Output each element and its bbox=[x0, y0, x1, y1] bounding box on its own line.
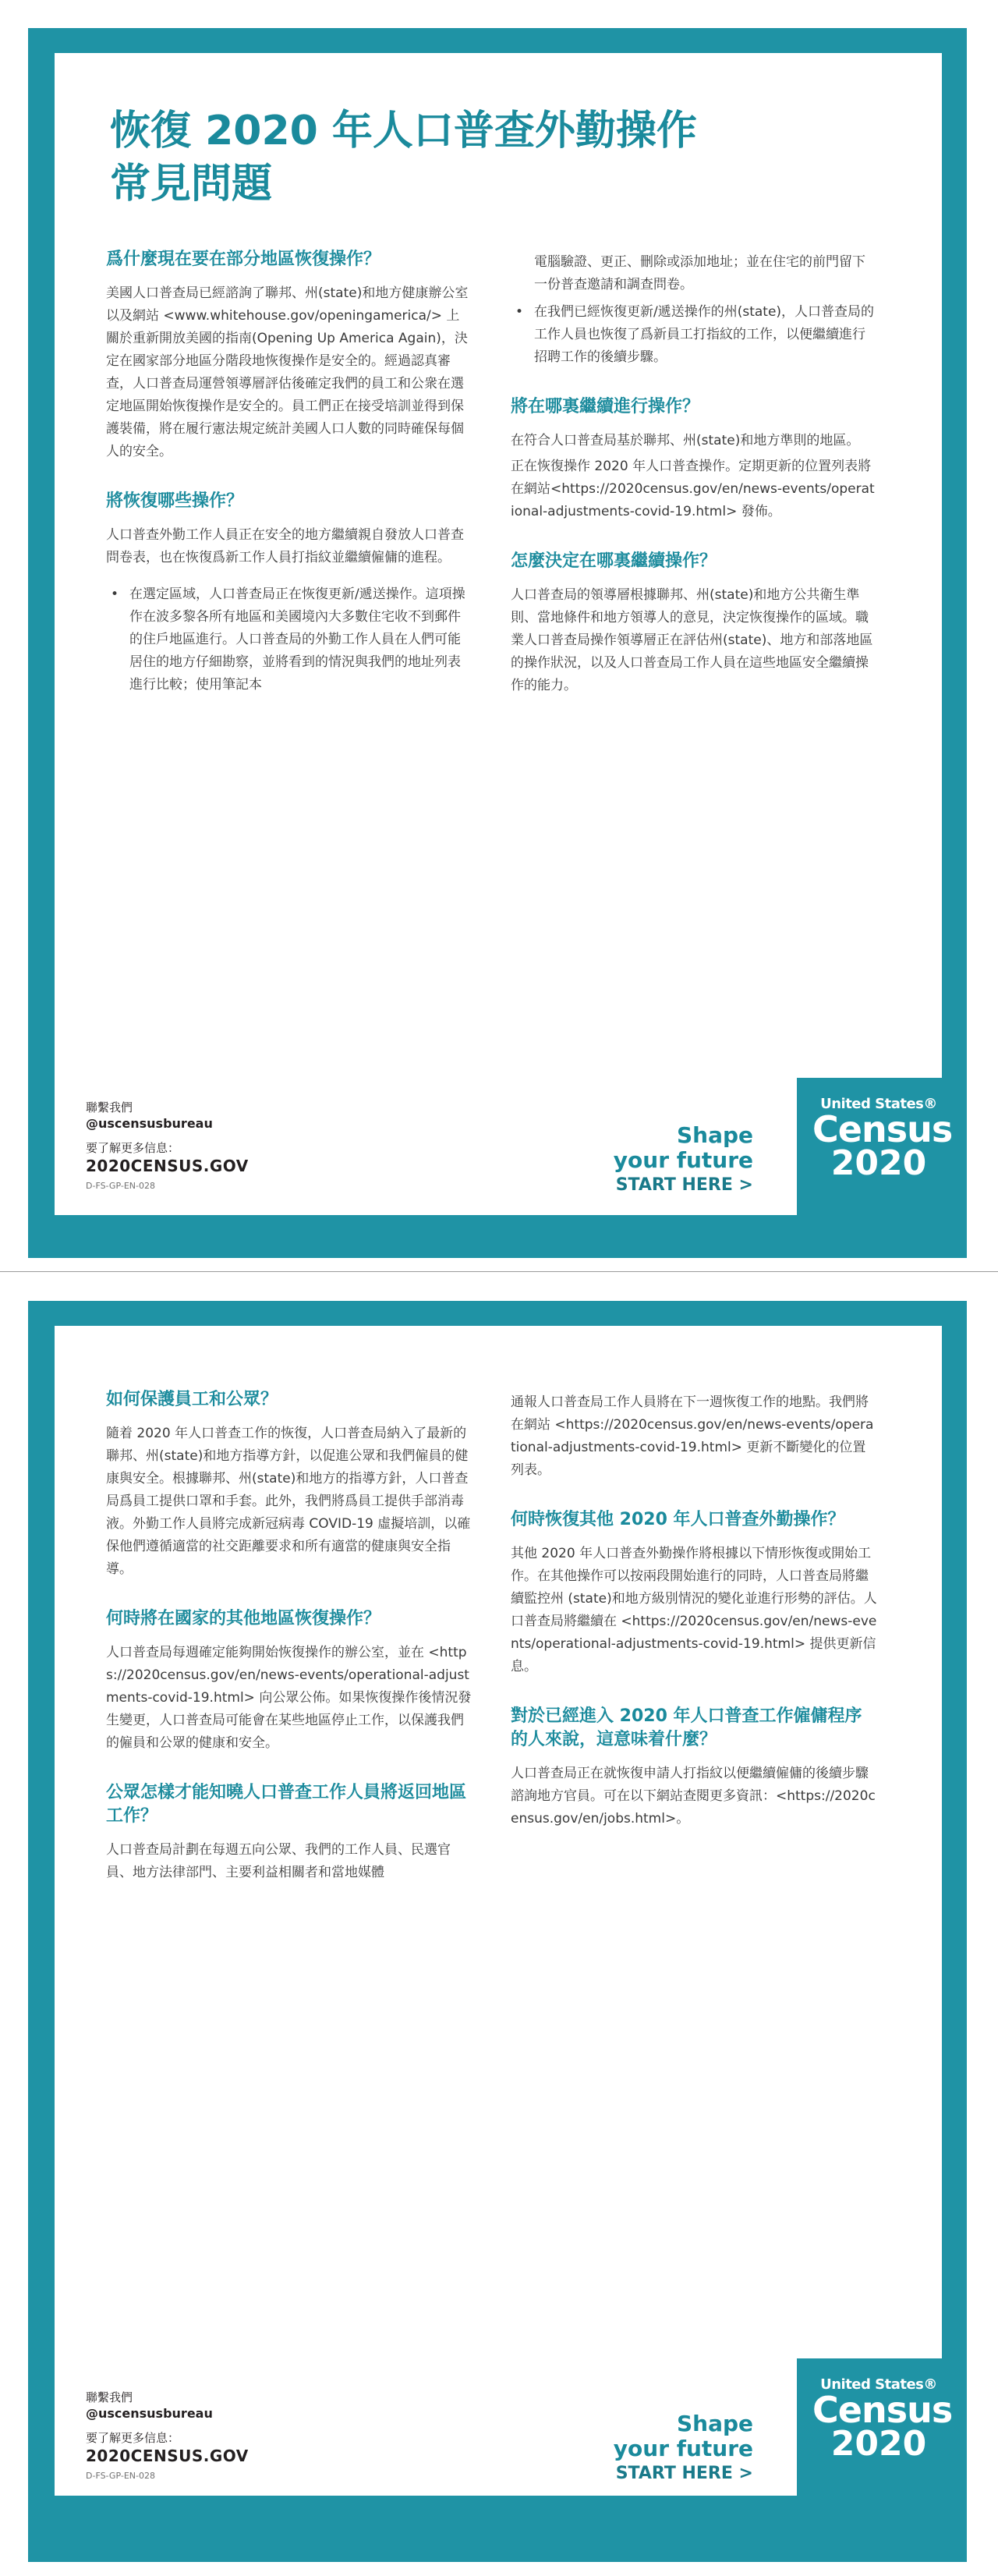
question-heading: 將恢復哪些操作？ bbox=[106, 491, 244, 511]
logo-united-states: United States® bbox=[820, 1096, 937, 1112]
answer-text: 其他 2020 年人口普查外勤操作將根據以下情形恢復或開始工作。在其他操作可以按兩段開始進行的同時，人口普查局將繼續監控州 (state)和地方級別情況的變化並進行形勢的評估。人口普查局將繼續在 <https://2020census.gov/en/news-events/operational-adjustments-covid-19.html> 提供更新信息。 bbox=[511, 1546, 877, 1674]
answer-text: 隨着 2020 年人口普查工作的恢復，人口普查局納入了最新的聯邦、州(state)和地方指導方針，以促進公眾和我們僱員的健康與安全。根據聯邦、州(state)和地方的指導方針，人口普查局爲員工提供口罩和手套。此外，我們將爲員工提供手部消毒液。外勤工作人員將完成新冠病毒 COVID-19 虛擬培訓，以確保他們遵循適當的社交距離要求和所有適當的健康與安全指導。 bbox=[106, 1426, 471, 1577]
list-item bbox=[511, 301, 877, 369]
document-code: D-FS-GP-EN-028 bbox=[86, 2471, 155, 2481]
page-title-line-1: 恢復 2020 年人口普查外勤操作 bbox=[110, 108, 697, 154]
bullet-icon: • bbox=[515, 304, 524, 320]
question-heading: 如何保護員工和公眾？ bbox=[106, 1390, 278, 1409]
social-handle[interactable]: @uscensusbureau bbox=[86, 2406, 213, 2421]
bullet-icon: • bbox=[111, 586, 119, 602]
learn-more-label: 要了解更多信息： bbox=[86, 2431, 180, 2445]
right-column bbox=[511, 251, 877, 724]
question-heading: 對於已經進入 2020 年人口普查工作僱傭程序的人來說，這意味着什麼？ bbox=[511, 1706, 862, 1749]
page-title bbox=[110, 105, 812, 211]
answer-text: 人口普查局的領導層根據聯邦、州(state)和地方公共衛生準則、當地條件和地方領導人的意見，決定恢復操作的區域。職業人口普查局操作領導層正在評估州(state)、地方和部落地區的操作狀況，以及人口普查局工作人員在這些地區安全繼續操作的能力。 bbox=[511, 587, 873, 693]
answer-text: 美國人口普查局已經諮詢了聯邦、州(state)和地方健康辦公室以及網站 <www.whitehouse.gov/openingamerica/> 上關於重新開放美國的指南(Opening Up America Again)，決定在國家部分地區分階段地恢復操作是安全的。經過認真審查，人口普查局運營領導層評估後確定我們的員工和公衆在選定地區開始恢復操作是安全的。員工們正在接受培訓並得到保護裝備，將在履行憲法規定統計美國人口人數的同時確保每個人的安全。 bbox=[106, 285, 469, 459]
tagline-shape: Shape bbox=[676, 2411, 753, 2436]
continued-text: 通報人口普查局工作人員將在下一週恢復工作的地點。我們將在網站 <https://2020census.gov/en/news-events/operational-adjustments-covid-19.html> 更新不斷變化的位置列表。 bbox=[511, 1394, 874, 1478]
answer-text: 人口普查外勤工作人員正在安全的地方繼續親自發放人口普查問卷表，也在恢復爲新工作人員打指紋並繼續僱傭的進程。 bbox=[106, 527, 464, 565]
start-here-link[interactable]: START HERE > bbox=[615, 1175, 753, 1195]
list-item bbox=[106, 583, 472, 696]
question-heading: 何時將在國家的其他地區恢復操作？ bbox=[106, 1609, 381, 1628]
logo-united-states: United States® bbox=[820, 2376, 937, 2393]
answer-text: 人口普查局正在就恢復申請人打指紋以便繼續僱傭的後續步驟諮詢地方官員。可在以下網站查閱更多資訊：<https://2020census.gov/en/jobs.html>。 bbox=[511, 1766, 876, 1827]
census-2020-logo bbox=[812, 2376, 953, 2464]
question-heading: 何時恢復其他 2020 年人口普查外勤操作？ bbox=[511, 1510, 845, 1529]
question-heading: 公眾怎樣才能知曉人口普查工作人員將返回地區工作？ bbox=[106, 1783, 467, 1826]
follow-label: 聯繫我們 bbox=[86, 2390, 133, 2404]
continued-text: 電腦驗證、更正、刪除或添加地址；並在住宅的前門留下一份普查邀請和調查問卷。 bbox=[534, 254, 865, 292]
tagline-your-future: your future bbox=[613, 2436, 753, 2461]
social-handle[interactable]: @uscensusbureau bbox=[86, 1116, 213, 1131]
question-heading: 怎麼決定在哪裏繼續操作？ bbox=[511, 551, 717, 571]
footer-contact bbox=[86, 2390, 249, 2483]
learn-more-label: 要了解更多信息： bbox=[86, 1141, 180, 1155]
bullet-list bbox=[106, 583, 472, 696]
answer-text: 在符合人口普查局基於聯邦、州(state)和地方準則的地區。 bbox=[511, 433, 860, 448]
right-column bbox=[511, 1391, 877, 1857]
bullet-text: 在我們已經恢復更新/遞送操作的州(state)，人口普查局的工作人員也恢復了爲新員工打指紋的工作，以便繼續進行招聘工作的後續步驟。 bbox=[534, 304, 875, 365]
website-link[interactable]: 2020CENSUS.GOV bbox=[86, 2447, 249, 2465]
start-here-link[interactable]: START HERE > bbox=[615, 2464, 753, 2483]
follow-label: 聯繫我們 bbox=[86, 1100, 133, 1114]
bullet-text: 在選定區域，人口普查局正在恢復更新/遞送操作。這項操作在波多黎各所有地區和美國境內大多數住宅收不到郵件的住戶地區進行。人口普查局的外勤工作人員在人們可能居住的地方仔細勘察，並將看到的情況與我們的地址列表進行比較；使用筆記本 bbox=[129, 586, 465, 693]
left-column bbox=[106, 248, 472, 723]
page-1 bbox=[0, 0, 998, 1260]
bullet-list bbox=[511, 301, 877, 369]
website-link[interactable]: 2020CENSUS.GOV bbox=[86, 1157, 249, 1175]
shape-your-future-tagline bbox=[554, 1123, 753, 1198]
left-column bbox=[106, 1388, 472, 1911]
tagline-your-future: your future bbox=[613, 1147, 753, 1173]
answer-text: 正在恢復操作 2020 年人口普查操作。定期更新的位置列表將在網站<https://2020census.gov/en/news-events/operational-adjustments-covid-19.html> 發佈。 bbox=[511, 459, 875, 519]
logo-year: 2020 bbox=[830, 1143, 927, 1183]
answer-text: 人口普查局計劃在每週五向公眾、我們的工作人員、民選官員、地方法律部門、主要利益相關者和當地媒體 bbox=[106, 1842, 451, 1880]
question-heading: 將在哪裏繼續進行操作？ bbox=[511, 397, 700, 416]
logo-census: Census bbox=[812, 1108, 953, 1150]
question-heading: 爲什麼現在要在部分地區恢復操作？ bbox=[106, 250, 381, 269]
answer-text: 人口普查局每週確定能夠開始恢復操作的辦公室，並在 <https://2020census.gov/en/news-events/operational-adjustments-covid-19.html> 向公眾公佈。如果恢復操作後情況發生變更，人口普查局可能會在某些地區停止工作，以保護我們的僱員和公眾的健康和安全。 bbox=[106, 1645, 472, 1751]
shape-your-future-tagline bbox=[554, 2411, 753, 2486]
logo-census: Census bbox=[812, 2389, 953, 2431]
document-code: D-FS-GP-EN-028 bbox=[86, 1181, 155, 1191]
page-title-line-2: 常見問題 bbox=[110, 161, 273, 207]
footer-contact bbox=[86, 1100, 249, 1193]
logo-year: 2020 bbox=[830, 2424, 927, 2464]
census-2020-logo bbox=[812, 1096, 953, 1183]
page-divider bbox=[0, 1271, 998, 1272]
page-2 bbox=[0, 1285, 998, 2576]
tagline-shape: Shape bbox=[676, 1122, 753, 1148]
